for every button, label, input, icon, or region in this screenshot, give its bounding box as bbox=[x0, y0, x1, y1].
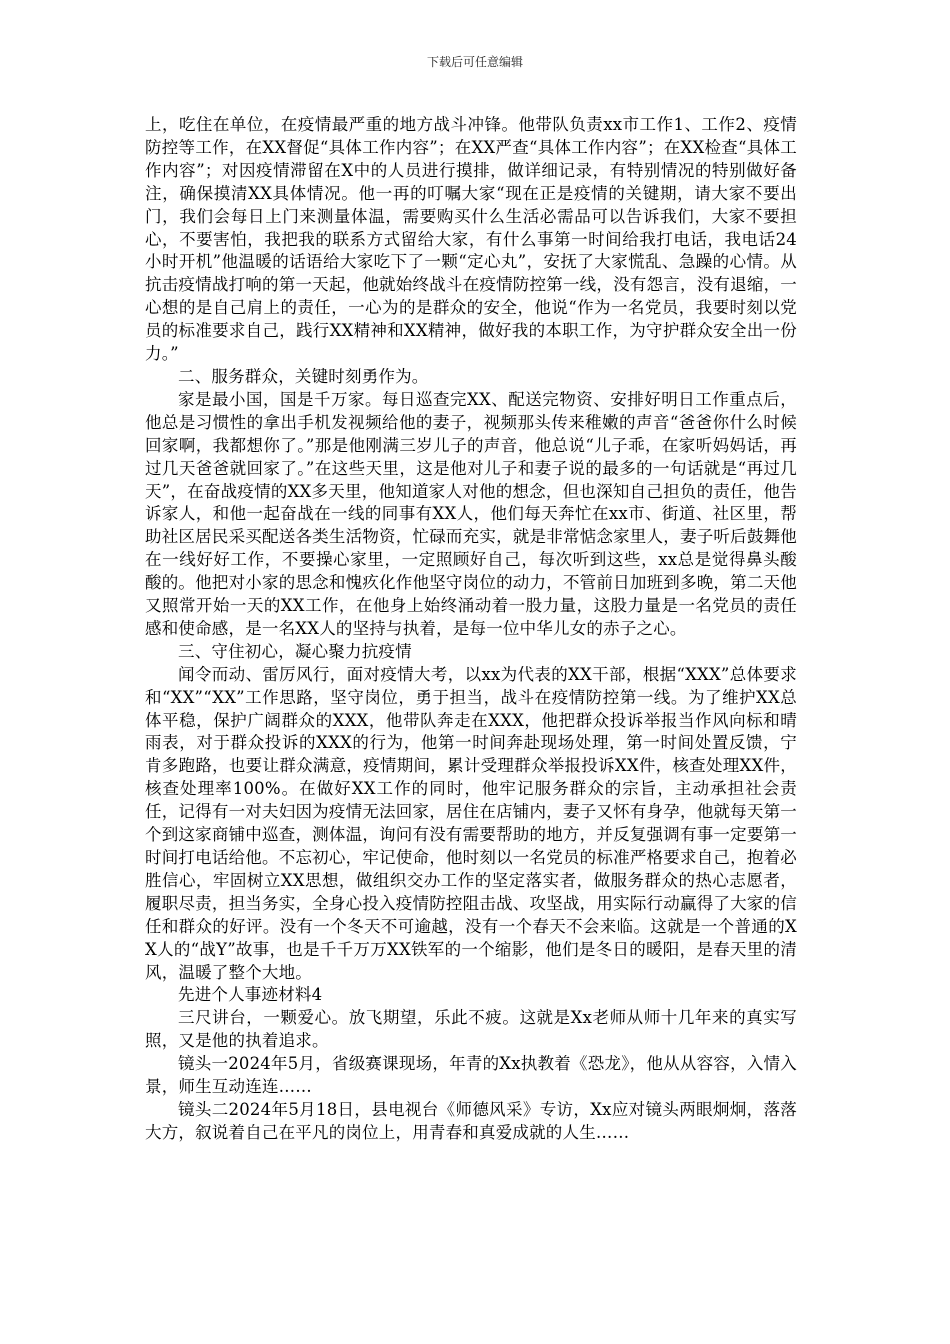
paragraph-5: 闻令而动、雷厉风行，面对疫情大考，以xx为代表的XX干部，根据“XXX”总体要求和“XX”“XX”工作思路，坚守岗位，勇于担当，战斗在疫情防控第一线。为了维护XX总体平稳，保护广阔群众的XXX，他带队奔走在XXX，他把群众投诉举报当作风向标和晴雨表，对于群众投诉的XXX的行为，他第一时间奔赴现场处理，第一时间处置反馈，宁肯多跑路，也要让群众满意，疫情期间，累计受理群众举报投诉XX件，核查处理XX件，核查处理率100%。在做好XX工作的同时，他牢记服务群众的宗旨，主动承担社会责任，记得有一对夫妇因为疫情无法回家，居住在店铺内，妻子又怀有身孕，他就每天第一个到这家商铺中巡查，测体温，询问有没有需要帮助的地方，并反复强调有事一定要第一时间打电话给他。不忘初心，牢记使命，他时刻以一名党员的标准严格要求自己，抱着必胜信心，牢固树立XX思想，做组织交办工作的坚定落实者，做服务群众的热心志愿者，履职尽责，担当务实，全身心投入疫情防控阻击战、攻坚战，用实际行动赢得了大家的信任和群众的好评。没有一个冬天不可逾越，没有一个春天不会来临。这就是一个普通的XX人的“战Y”故事，也是千千万万XX铁军的一个缩影，他们是冬日的暖阳，是春天里的清风，温暖了整个大地。 bbox=[145, 664, 797, 982]
document-body bbox=[145, 114, 797, 1145]
document-title-4: 先进个人事迹材料4 bbox=[178, 985, 323, 1005]
paragraph-7: 三尺讲台，一颗爱心。放飞期望，乐此不疲。这就是Xx老师从师十几年来的真实写照，又是他的执着追求。 bbox=[145, 1008, 797, 1051]
paragraph-scene-1: 镜头一2024年5月，省级赛课现场，年青的Xx执教着《恐龙》，他从从容容，入情入景，师生互动连连…… bbox=[145, 1054, 797, 1097]
section-heading-2: 二、服务群众，关键时刻勇作为。 bbox=[178, 366, 429, 386]
section-heading-3: 三、守住初心，凝心聚力抗疫情 bbox=[178, 641, 412, 661]
paragraph-1: 上，吃住在单位，在疫情最严重的地方战斗冲锋。他带队负责xx市工作1、工作2、疫情防控等工作，在XX督促“具体工作内容”；在XX严查“具体工作内容”；在XX检查“具体工作内容”；对因疫情滞留在X中的人员进行摸排，做详细记录，有特别情况的特别做好备注，确保摸清XX具体情况。他一再的叮嘱大家“现在正是疫情的关键期，请大家不要出门，我们会每日上门来测量体温，需要购买什么生活必需品可以告诉我们，大家不要担心，不要害怕，我把我的联系方式留给大家，有什么事第一时间给我打电话，我电话24小时开机”他温暖的话语给大家吃下了一颗“定心丸”，安抚了大家慌乱、急躁的心情。从抗击疫情战打响的第一天起，他就始终战斗在疫情防控第一线，没有怨言，没有退缩，一心想的是自己肩上的责任，一心为的是群众的安全，他说“作为一名党员，我要时刻以党员的标准要求自己，践行XX精神和XX精神，做好我的本职工作，为守护群众安全出一份力。” bbox=[145, 115, 797, 364]
header-note: 下载后可任意编辑 bbox=[426, 55, 523, 69]
paragraph-scene-2: 镜头二2024年5月18日，县电视台《师德风采》专访，Xx应对镜头两眼炯炯，落落大方，叙说着自己在平凡的岗位上，用青春和真爱成就的人生…… bbox=[145, 1099, 797, 1142]
paragraph-3: 家是最小国，国是千万家。每日巡查完XX、配送完物资、安排好明日工作重点后，他总是习惯性的拿出手机发视频给他的妻子，视频那头传来稚嫩的声音“爸爸你什么时候回家啊，我都想你了。”那是他刚满三岁儿子的声音，他总说“儿子乖，在家听妈妈话，再过几天爸爸就回家了。”在这些天里，这是他对儿子和妻子说的最多的一句话就是“再过几天”，在奋战疫情的XX多天里，他知道家人对他的想念，但也深知自己担负的责任，他告诉家人，和他一起奋战在一线的同事有XX人，他们每天奔忙在xx市、街道、社区里，帮助社区居民采买配送各类生活物资，忙碌而充实，就是非常惦念家里人，妻子听后鼓舞他在一线好好工作，不要操心家里，一定照顾好自己，每次听到这些，xx总是觉得鼻头酸酸的。他把对小家的思念和愧疚化作他坚守岗位的动力，不管前日加班到多晚，第二天他又照常开始一天的XX工作，在他身上始终涌动着一股力量，这股力量是一名党员的责任感和使命感，是一名XX人的坚持与执着，是每一位中华儿女的赤子之心。 bbox=[145, 389, 797, 638]
